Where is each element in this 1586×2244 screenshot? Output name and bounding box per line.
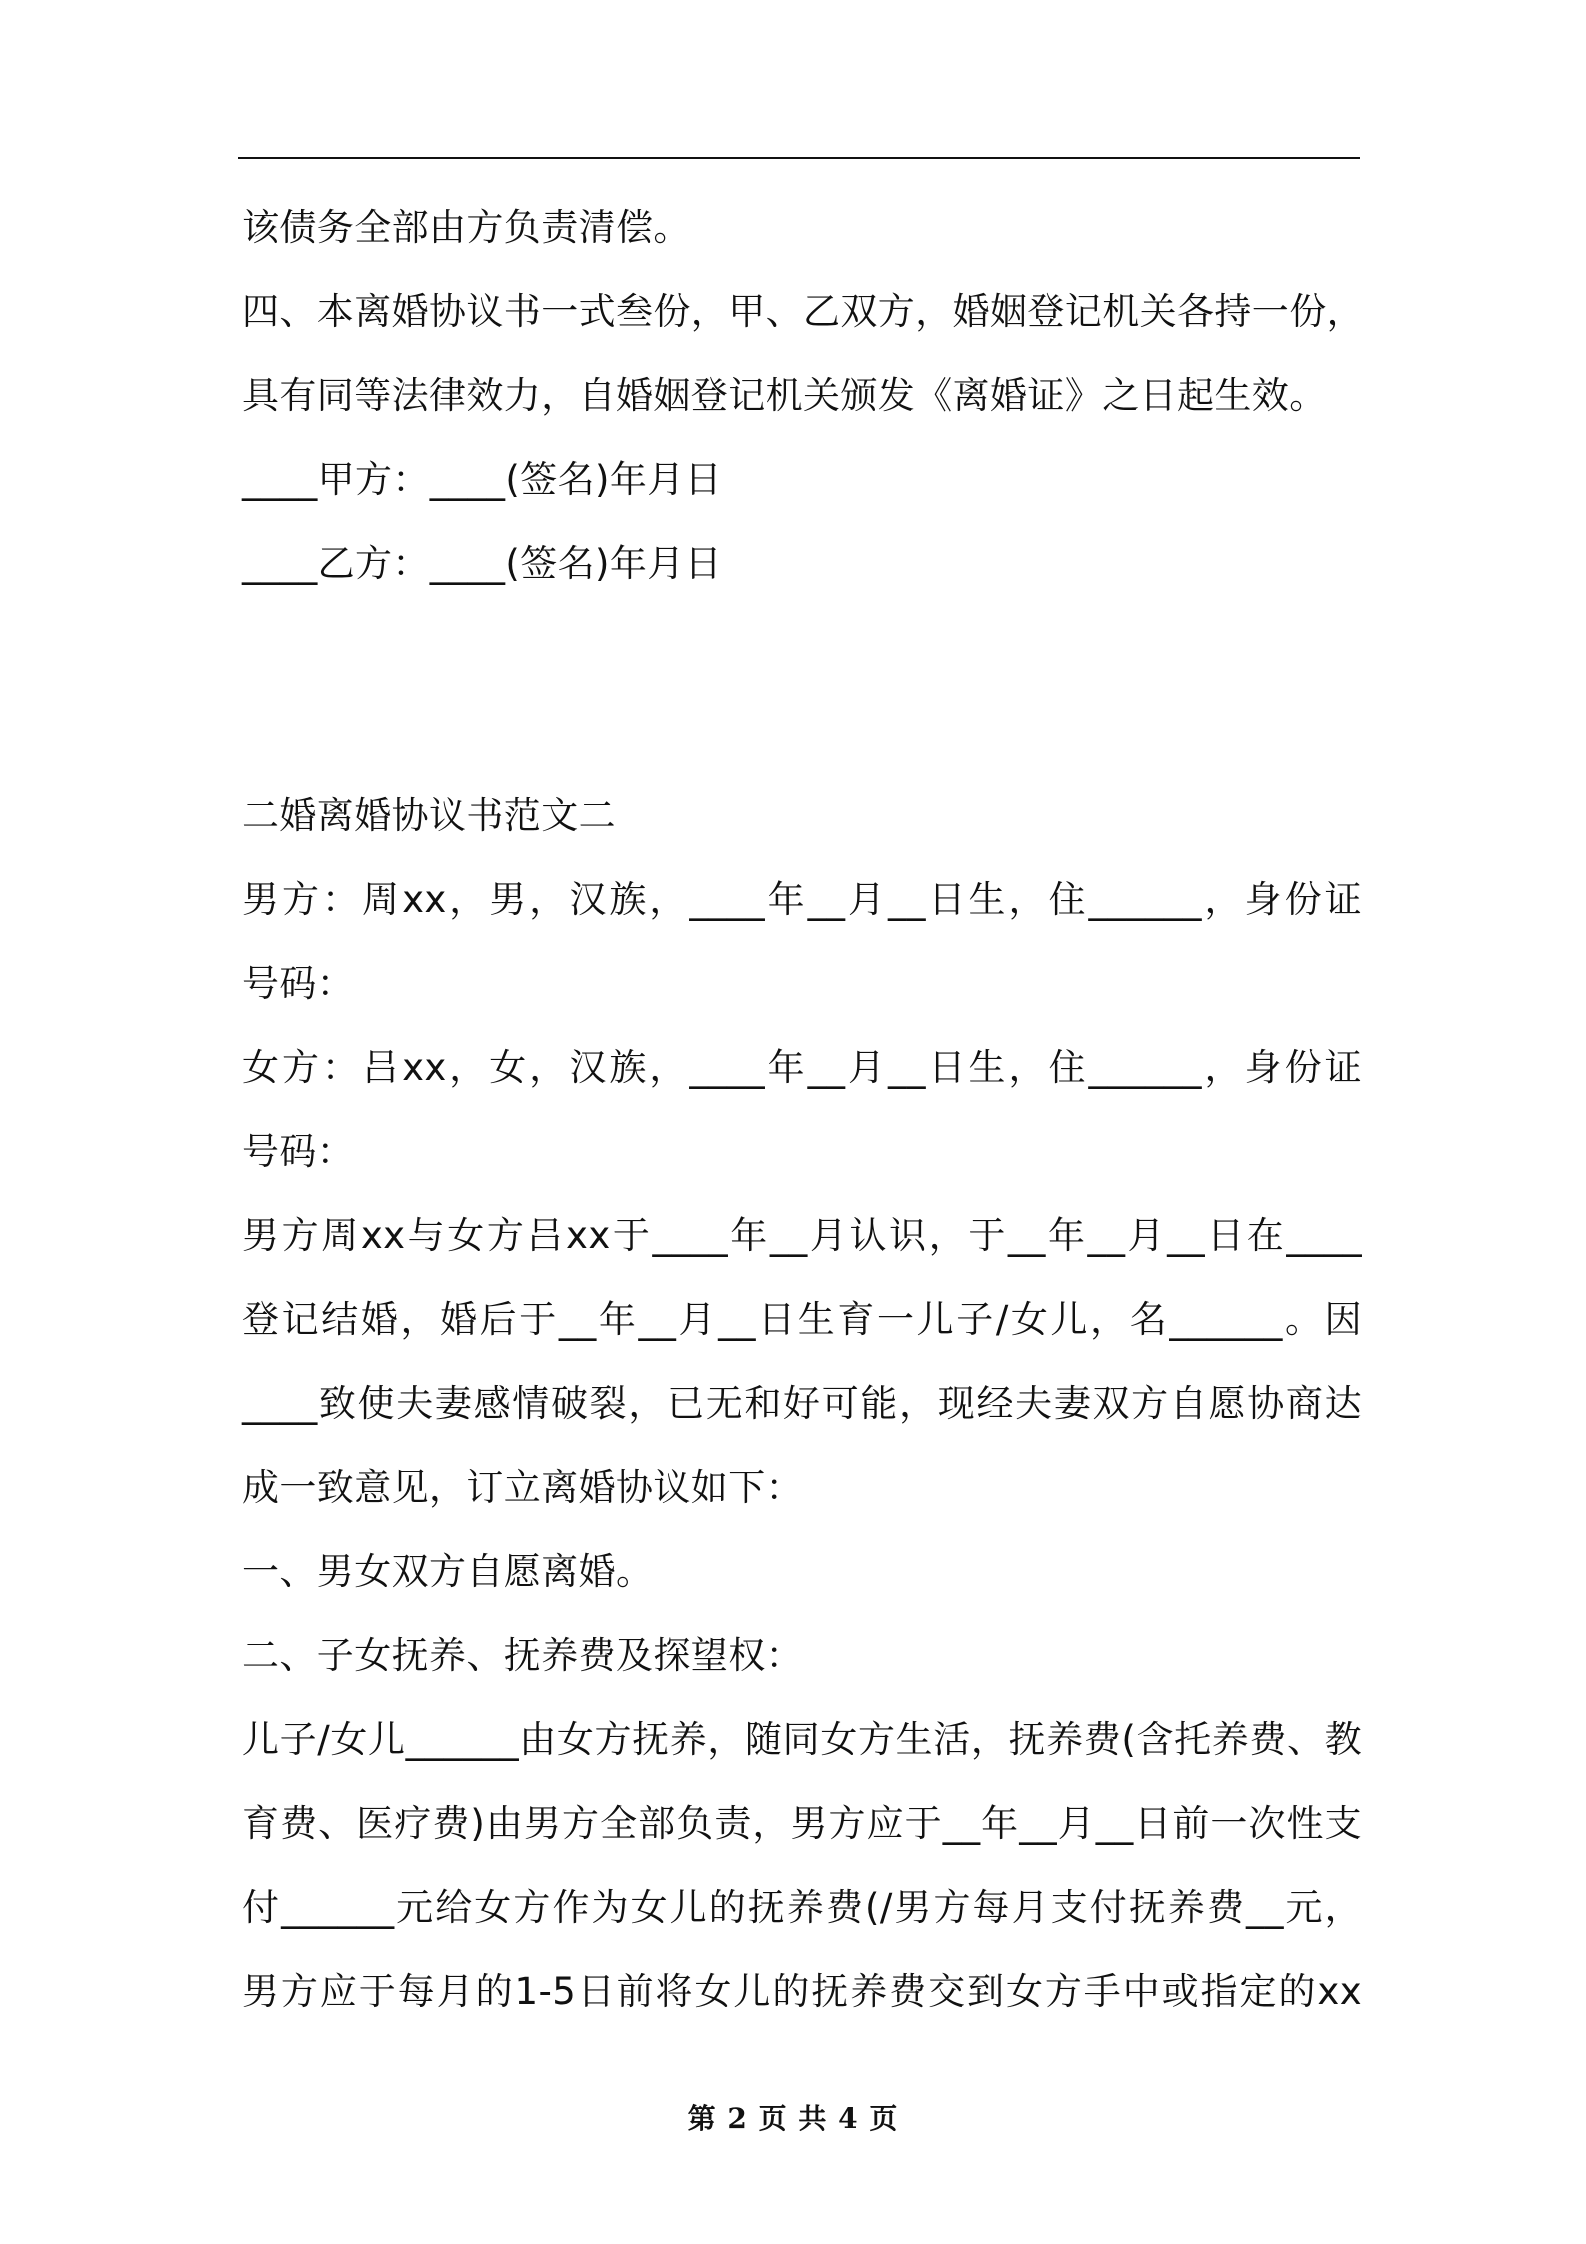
text-line: 该债务全部由方负责清偿。 bbox=[242, 206, 691, 249]
text-line: 登记结婚，婚后于__年__月__日生育一儿子/女儿，名______。因 bbox=[242, 1298, 1362, 1341]
header-rule bbox=[238, 157, 1360, 159]
signature-line-party-a: ____甲方：____(签名)年月日 bbox=[242, 458, 723, 501]
page-number-footer: 第 2 页 共 4 页 bbox=[687, 2102, 899, 2135]
text-line: 成一致意见，订立离婚协议如下： bbox=[242, 1466, 803, 1509]
text-line: 男方应于每月的1-5日前将女儿的抚养费交到女方手中或指定的xx bbox=[242, 1970, 1362, 2013]
text-line: 二、子女抚养、抚养费及探望权： bbox=[242, 1634, 803, 1677]
text-line: ____致使夫妻感情破裂，已无和好可能，现经夫妻双方自愿协商达 bbox=[242, 1382, 1362, 1425]
text-line: 男方：周xx，男，汉族，____年__月__日生，住______，身份证 bbox=[242, 878, 1362, 921]
text-line: 一、男女双方自愿离婚。 bbox=[242, 1550, 654, 1593]
text-line: 号码： bbox=[242, 1130, 355, 1173]
text-line: 具有同等法律效力，自婚姻登记机关颁发《离婚证》之日起生效。 bbox=[242, 374, 1327, 417]
text-line: 育费、医疗费)由男方全部负责，男方应于__年__月__日前一次性支 bbox=[242, 1802, 1362, 1845]
text-line: 付______元给女方作为女儿的抚养费(/男方每月支付抚养费__元， bbox=[242, 1886, 1362, 1929]
text-line: 号码： bbox=[242, 962, 355, 1005]
signature-line-party-b: ____乙方：____(签名)年月日 bbox=[242, 542, 723, 585]
text-line: 儿子/女儿______由女方抚养，随同女方生活，抚养费(含托养费、教 bbox=[242, 1718, 1362, 1761]
text-line: 四、本离婚协议书一式叁份，甲、乙双方，婚姻登记机关各持一份， bbox=[242, 290, 1364, 333]
text-line: 男方周xx与女方吕xx于____年__月认识，于__年__月__日在____ bbox=[242, 1214, 1362, 1257]
section-title: 二婚离婚协议书范文二 bbox=[242, 794, 616, 837]
text-line: 女方：吕xx，女，汉族，____年__月__日生，住______，身份证 bbox=[242, 1046, 1362, 1089]
